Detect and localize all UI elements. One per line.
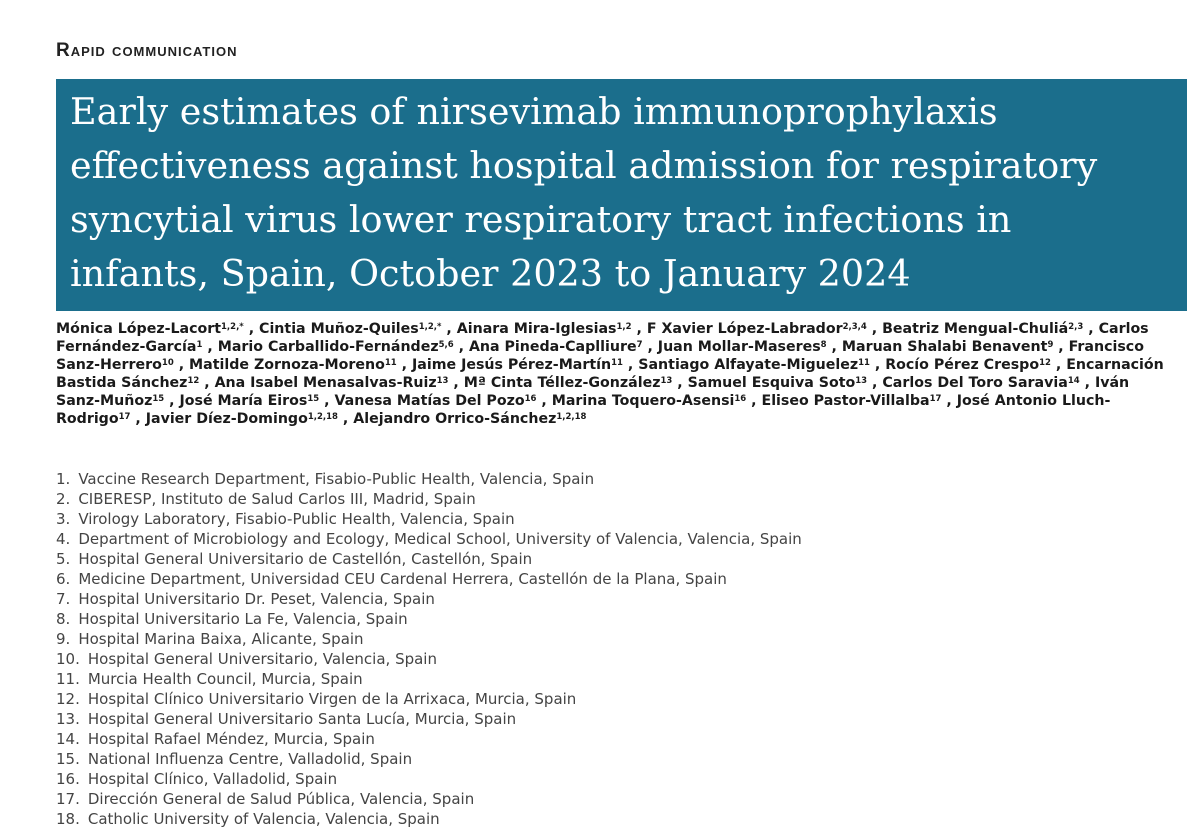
article-title <box>70 85 1171 301</box>
title-line: effectiveness against hospital admission for respiratory <box>70 144 1098 187</box>
affiliation-text: Hospital Universitario La Fe, Valencia, Spain <box>78 610 408 628</box>
author-name <box>334 393 536 409</box>
author-name-text: Marina Toquero-Asensi <box>551 393 735 409</box>
affiliation-item <box>56 689 802 709</box>
affiliation-item <box>56 769 802 789</box>
affiliation-text: Hospital Clínico, Valladolid, Spain <box>87 770 338 788</box>
affiliation-item <box>56 789 802 809</box>
author-affiliation-marker: 1,2,18 <box>556 412 587 422</box>
author-affiliation-marker: 2,3 <box>1068 322 1084 332</box>
affiliation-text: Dirección General de Salud Pública, Valencia, Spain <box>87 790 475 808</box>
author-name-text: Alejandro Orrico-Sánchez <box>353 411 557 427</box>
author-name-text: Javier Díez-Domingo <box>145 411 308 427</box>
author-name-text: Vanesa Matías Del Pozo <box>334 393 525 409</box>
author-name <box>842 339 1053 355</box>
author-affiliation-marker: 11 <box>858 358 870 368</box>
affiliation-item <box>56 489 802 509</box>
author-list: Mónica López-Lacort$^{1,2,*}$ , Cintia Muñoz-Quiles$^{1,2,*}$ , Ainara Mira-Iglesias$^{1,2}$ , F Xavier López-Labrador$^{2,3,4}$ , Beatriz Mengual-Chuliá$^{2,3}$ , Carlos Fernández-García$^1$ , Mario Carballido-Fernández$^{5,6}$ , Ana Pineda-Caplliure$^7$ , Juan Mollar-Maseres$^8$ , Maruan Shalabi Benavent$^9$ , Francisco Sanz-Herrero$^{10}$ , Matilde Zornoza-Moreno$^{11}$ , Jaime Jesús Pérez-Martín$^{11}$ , Santiago Alfayate-Miguelez$^{11}$ , Rocío Pérez Crespo$^{12}$ , Encarnación Bastida Sánchez$^{12}$ , Ana Isabel Menasalvas-Ruiz$^{13}$ , Mª Cinta Téllez-González$^{13}$ , Samuel Esquiva Soto$^{13}$ , Carlos Del Toro Saravia$^{14}$ , Iván Sanz-Muñoz$^{15}$ , José María Eiros$^{15}$ , Vanesa Matías Del Pozo$^{16}$ , Marina Toquero-Asensi$^{16}$ , Eliseo Pastor-Villalba$^{17}$ , José Antonio Lluch-Rodrigo$^{17}$ , Javier Díez-Domingo$^{1,2,18}$ , Alejandro Orrico-Sánchez$^{1,2,18}$ <box>56 321 1164 427</box>
author-affiliation-marker: 11 <box>384 358 397 368</box>
affiliation-text: Medicine Department, Universidad CEU Cardenal Herrera, Castellón de la Plana, Spain <box>78 570 727 588</box>
affiliation-number: 10. <box>56 650 80 668</box>
author-name-text: Samuel Esquiva Soto <box>687 375 856 391</box>
affiliation-text: National Influenza Centre, Valladolid, Spain <box>87 750 413 768</box>
affiliation-text: Catholic University of Valencia, Valencia, Spain <box>87 810 440 828</box>
author-name <box>353 411 586 427</box>
affiliation-number: 14. <box>56 730 80 748</box>
author-name-text: Carlos Del Toro Saravia <box>882 375 1068 391</box>
author-affiliation-marker: 8 <box>820 340 827 350</box>
affiliation-text: Murcia Health Council, Murcia, Spain <box>87 670 363 688</box>
author-affiliation-marker: 17 <box>118 412 131 422</box>
author-affiliation-marker: 1,2,18 <box>307 412 338 422</box>
author-affiliation-marker: 1,2 <box>616 322 632 332</box>
author-name <box>218 339 454 355</box>
author-name-text: Rocío Pérez Crespo <box>885 357 1040 373</box>
author-affiliation-marker: 7 <box>636 340 643 350</box>
author-affiliation-marker: 15 <box>152 394 165 404</box>
author-affiliation-marker: 16 <box>524 394 537 404</box>
author-affiliation-marker: 1 <box>196 340 203 350</box>
author-name <box>56 321 244 337</box>
author-name-text: Cintia Muñoz-Quiles <box>259 321 419 337</box>
author-name-text: Mónica López-Lacort <box>56 321 222 337</box>
author-name-text: Matilde Zornoza-Moreno <box>189 357 385 373</box>
title-line: Early estimates of nirsevimab immunoprophylaxis <box>70 90 998 133</box>
author-name <box>882 375 1079 391</box>
author-name-text: Eliseo Pastor-Villalba <box>761 393 930 409</box>
author-affiliation-marker: 1,2,* <box>221 322 244 332</box>
author-name <box>885 357 1051 373</box>
affiliation-item <box>56 509 802 529</box>
affiliation-item <box>56 669 802 689</box>
author-affiliation-marker: 13 <box>436 376 449 386</box>
author-name-text: José María Eiros <box>179 393 308 409</box>
author-name-text: Ainara Mira-Iglesias <box>456 321 617 337</box>
affiliation-item <box>56 729 802 749</box>
author-affiliation-marker: 15 <box>307 394 320 404</box>
affiliation-number: 1. <box>56 470 71 488</box>
author-name-text: Jaime Jesús Pérez-Martín <box>412 357 612 373</box>
affiliation-item <box>56 469 802 489</box>
affiliation-item <box>56 709 802 729</box>
affiliation-text: Hospital Clínico Universitario Virgen de la Arrixaca, Murcia, Spain <box>87 690 577 708</box>
affiliation-text: Virology Laboratory, Fisabio-Public Health, Valencia, Spain <box>78 510 515 528</box>
author-affiliation-marker: 14 <box>1067 376 1080 386</box>
author-affiliation-marker: 11 <box>611 358 623 368</box>
affiliation-number: 8. <box>56 610 71 628</box>
affiliation-text: Hospital Universitario Dr. Peset, Valencia, Spain <box>78 590 435 608</box>
affiliation-number: 2. <box>56 490 71 508</box>
affiliation-item <box>56 549 802 569</box>
author-name-text: Juan Mollar-Maseres <box>657 339 821 355</box>
author-name <box>146 411 338 427</box>
author-name-text: José Antonio Lluch-Rodrigo <box>56 393 1111 427</box>
author-affiliation-marker: 12 <box>187 376 200 386</box>
affiliation-text: Hospital General Universitario de Castellón, Castellón, Spain <box>78 550 533 568</box>
affiliation-number: 18. <box>56 810 80 828</box>
affiliation-text: Hospital Marina Baixa, Alicante, Spain <box>78 630 364 648</box>
affiliation-text: Hospital General Universitario, Valencia, Spain <box>87 650 437 668</box>
affiliation-text: Vaccine Research Department, Fisabio-Public Health, Valencia, Spain <box>78 470 595 488</box>
author-name-text: Iván Sanz-Muñoz <box>56 375 1130 409</box>
affiliation-number: 16. <box>56 770 80 788</box>
author-affiliation-marker: 16 <box>734 394 747 404</box>
affiliation-item <box>56 629 802 649</box>
author-affiliation-marker: 12 <box>1039 358 1051 368</box>
author-affiliation-marker: 17 <box>929 394 942 404</box>
affiliation-item <box>56 609 802 629</box>
affiliation-number: 15. <box>56 750 80 768</box>
affiliation-text: Hospital Rafael Méndez, Murcia, Spain <box>87 730 375 748</box>
affiliation-text: Hospital General Universitario Santa Lucía, Murcia, Spain <box>87 710 517 728</box>
author-name <box>180 393 320 409</box>
author-name <box>457 321 632 337</box>
author-name <box>412 357 623 373</box>
affiliation-item <box>56 749 802 769</box>
author-affiliation-marker: 2,3,4 <box>842 322 867 332</box>
affiliation-item <box>56 649 802 669</box>
author-name-text: Carlos Fernández-García <box>56 321 1149 355</box>
author-name <box>215 375 449 391</box>
affiliation-number: 3. <box>56 510 71 528</box>
affiliation-number: 5. <box>56 550 71 568</box>
affiliation-item <box>56 529 802 549</box>
affiliation-number: 6. <box>56 570 71 588</box>
author-name-text: Francisco Sanz-Herrero <box>56 339 1144 373</box>
author-name-text: Encarnación Bastida Sánchez <box>56 357 1164 391</box>
author-name <box>658 339 827 355</box>
author-name-text: Ana Isabel Menasalvas-Ruiz <box>214 375 437 391</box>
author-name-text: F Xavier López-Labrador <box>646 321 843 337</box>
affiliation-item <box>56 569 802 589</box>
author-name-text: Mª Cinta Téllez-González <box>463 375 661 391</box>
author-name-text: Santiago Alfayate-Miguelez <box>638 357 859 373</box>
section-label: Rapid communication <box>56 40 238 61</box>
affiliation-list <box>56 469 802 829</box>
author-name <box>688 375 867 391</box>
affiliation-item <box>56 809 802 829</box>
affiliation-number: 11. <box>56 670 80 688</box>
title-line: syncytial virus lower respiratory tract infections in <box>70 198 1012 241</box>
author-affiliation-marker: 5,6 <box>438 340 454 350</box>
affiliation-number: 7. <box>56 590 71 608</box>
affiliation-number: 17. <box>56 790 80 808</box>
author-affiliation-marker: 1,2,* <box>418 322 442 332</box>
author-name-text: Mario Carballido-Fernández <box>217 339 439 355</box>
author-name <box>638 357 870 373</box>
title-line: infants, Spain, October 2023 to January 2024 <box>70 252 911 295</box>
affiliation-number: 9. <box>56 630 71 648</box>
article-title-banner <box>56 79 1187 311</box>
author-affiliation-marker: 9 <box>1047 340 1054 350</box>
author-name-text: Beatriz Mengual-Chuliá <box>882 321 1069 337</box>
affiliation-text: CIBERESP, Instituto de Salud Carlos III, Madrid, Spain <box>78 490 476 508</box>
author-name <box>762 393 942 409</box>
affiliation-number: 13. <box>56 710 80 728</box>
author-name <box>259 321 441 337</box>
author-name <box>552 393 747 409</box>
author-name <box>189 357 397 373</box>
author-affiliation-marker: 13 <box>660 376 673 386</box>
author-affiliation-marker: 13 <box>855 376 868 386</box>
author-affiliation-marker: 10 <box>161 358 174 368</box>
author-name-text: Ana Pineda-Caplliure <box>468 339 637 355</box>
author-name-text: Maruan Shalabi Benavent <box>841 339 1048 355</box>
affiliation-number: 4. <box>56 530 71 548</box>
author-name <box>882 321 1083 337</box>
author-name <box>469 339 643 355</box>
author-name <box>647 321 867 337</box>
affiliation-item <box>56 589 802 609</box>
affiliation-number: 12. <box>56 690 80 708</box>
author-name <box>464 375 673 391</box>
affiliation-text: Department of Microbiology and Ecology, Medical School, University of Valencia, Valencia, Spain <box>78 530 802 548</box>
